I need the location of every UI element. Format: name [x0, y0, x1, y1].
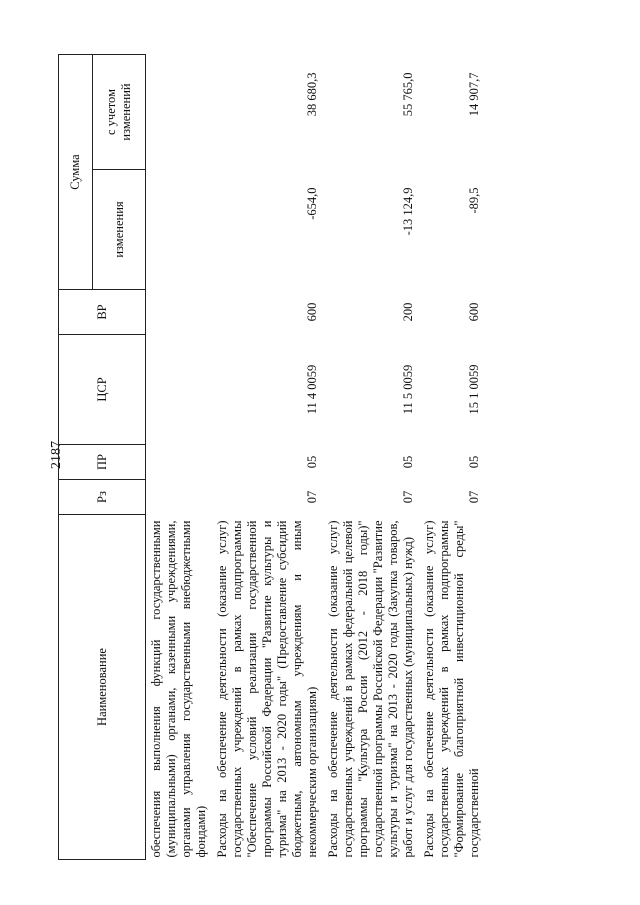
row-pr: 05 — [401, 455, 415, 469]
row-rz — [146, 480, 213, 515]
header-with-changes: с учетом изменений — [93, 55, 146, 170]
row-name: Расходы на обеспечение деятельности (оказание услуг) государственных учреждений в рамках подпрограммы "Формирование благоприятной инвестиционной среды" государственной — [422, 520, 481, 858]
row-pr: 05 — [305, 455, 319, 469]
row-total — [146, 55, 213, 170]
row-vr — [146, 290, 213, 335]
row-change: -654,0 — [305, 187, 319, 220]
row-csr: 11 4 0059 — [305, 364, 319, 415]
row-rz: 07 — [305, 490, 319, 504]
row-total: 14 907,7 — [467, 72, 481, 117]
rotated-page-content — [58, 55, 583, 860]
row-name: Расходы на обеспечение деятельности (оказание услуг) государственных учреждений в рамках подпрограммы "Обеспечение условий реализации государственной программы Российской Федерации "Развитие культуры и туризма" на 2013 - 2020 годы" (Предоставление субсидий бюджетным, автономным учреждениям и иным некоммерческим организациям) — [215, 520, 319, 858]
row-pr — [146, 445, 213, 480]
table-row — [419, 55, 485, 860]
row-vr: 200 — [401, 302, 415, 322]
row-name: Расходы на обеспечение деятельности (оказание услуг) государственных учреждений в рамках федеральной целевой программы "Культура России (2012 - 2018 годы)" государственной программы Российской Федерации "Развитие культуры и туризма" на 2013 - 2020 годы (Закупка товаров, работ и услуг для государственных (муниципальных) нужд) — [326, 520, 415, 858]
header-sum: Сумма — [59, 55, 93, 290]
row-csr: 11 5 0059 — [401, 364, 415, 415]
row-total: 38 680,3 — [305, 72, 319, 117]
header-rz: Рз — [59, 480, 146, 515]
header-changes: изменения — [93, 170, 146, 290]
row-vr: 600 — [467, 302, 481, 322]
row-name: обеспечения выполнения функций государственными (муниципальными) органами, казенными учреждениями, органами управления государственными внебюджетными фондами) — [149, 520, 208, 858]
table-row — [323, 55, 419, 860]
row-change: -89,5 — [467, 187, 481, 214]
row-csr: 15 1 0059 — [467, 364, 481, 415]
header-vr: ВР — [59, 290, 146, 335]
header-pr: ПР — [59, 445, 146, 480]
header-name: Наименование — [59, 515, 146, 860]
table-row — [212, 55, 323, 860]
row-csr — [146, 335, 213, 445]
row-pr: 05 — [467, 455, 481, 469]
table-row — [146, 55, 213, 860]
row-rz: 07 — [401, 490, 415, 504]
row-vr: 600 — [305, 302, 319, 322]
page-number: 2187 — [49, 441, 64, 469]
row-change: -13 124,9 — [401, 187, 415, 236]
row-change — [146, 170, 213, 290]
row-rz: 07 — [467, 490, 481, 504]
budget-table — [58, 54, 485, 860]
row-total: 55 765,0 — [401, 72, 415, 117]
header-csr: ЦСР — [59, 335, 146, 445]
